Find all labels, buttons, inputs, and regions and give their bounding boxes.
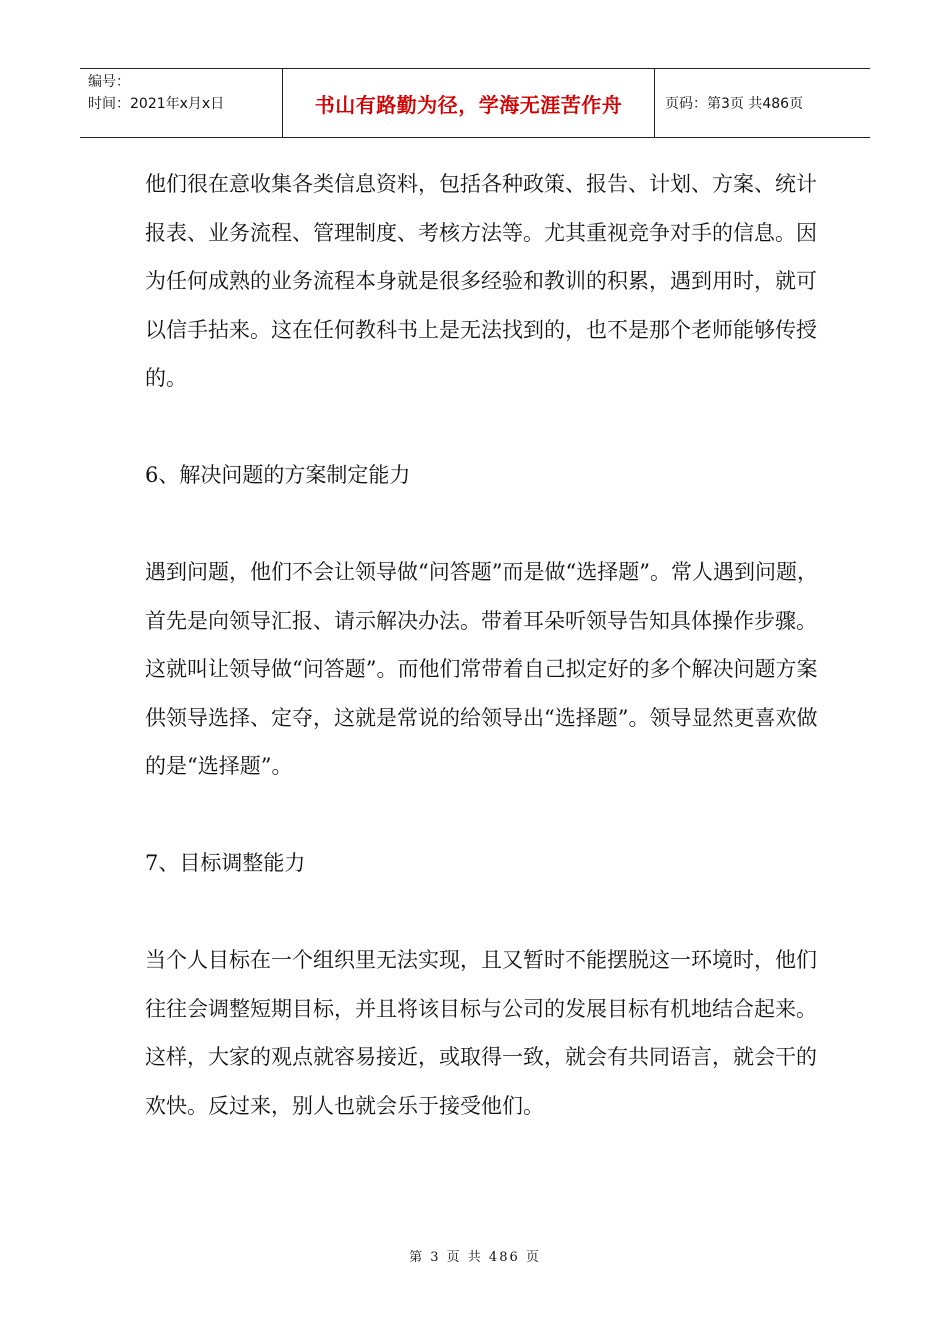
header-meta	[80, 69, 283, 137]
section-heading-6: 6、解决问题的方案制定能力	[145, 463, 411, 487]
body-paragraph: 遇到问题，他们不会让领导做“问答题”而是做“选择题”。常人遇到问题，首先是向领导汇报、请示解决办法。带着耳朵听领导告知具体操作步骤。这就叫让领导做“问答题”。而他们常带着自己拟定好的多个解决问题方案供领导选择、定夺，这就是常说的给领导出“选择题”。领导显然更喜欢做的是“选择题”。	[145, 560, 818, 778]
document-date: 时间：2021年x月x日	[88, 96, 225, 112]
page-header	[80, 68, 870, 138]
document-number-label: 编号：	[88, 74, 130, 90]
document-body	[145, 160, 825, 1130]
header-page-info: 页码：第3页 共486页	[665, 96, 804, 112]
header-motto: 书山有路勤为径，学海无涯苦作舟	[283, 69, 655, 137]
section-heading-7: 7、目标调整能力	[145, 851, 306, 875]
page-footer: 第 3 页 共 486 页	[409, 1250, 541, 1265]
body-paragraph: 当个人目标在一个组织里无法实现，且又暂时不能摆脱这一环境时，他们往往会调整短期目标，并且将该目标与公司的发展目标有机地结合起来。这样，大家的观点就容易接近，或取得一致，就会有共同语言，就会干的欢快。反过来，别人也就会乐于接受他们。	[145, 948, 817, 1118]
body-paragraph: 他们很在意收集各类信息资料，包括各种政策、报告、计划、方案、统计报表、业务流程、管理制度、考核方法等。尤其重视竞争对手的信息。因为任何成熟的业务流程本身就是很多经验和教训的积累，遇到用时，就可以信手拈来。这在任何教科书上是无法找到的，也不是那个老师能够传授的。	[145, 172, 817, 390]
